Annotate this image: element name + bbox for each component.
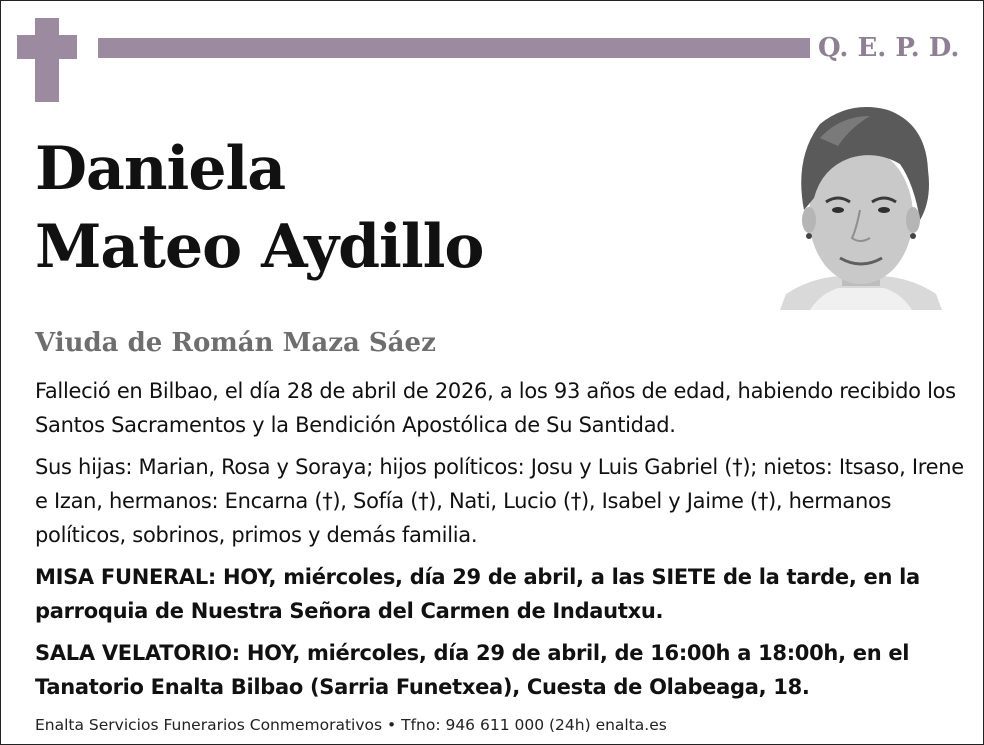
widow-subtitle: Viuda de Román Maza Sáez xyxy=(35,328,436,358)
header-rule xyxy=(98,38,810,58)
funeral-mass-paragraph: MISA FUNERAL: HOY, miércoles, día 29 de abril, a las SIETE de la tarde, en la parroquia de Nuestra Señora del Carmen de Indautxu. xyxy=(35,565,920,623)
name-line-1: Daniela xyxy=(35,134,286,204)
qepd-label: Q. E. P. D. xyxy=(818,33,960,63)
deceased-name xyxy=(35,130,483,286)
portrait-photo xyxy=(780,98,942,310)
wake-paragraph: SALA VELATORIO: HOY, miércoles, día 29 de abril, de 16:00h a 18:00h, en el Tanatorio Enalta Bilbao (Sarria Funetxea), Cuesta de Olabeaga, 18. xyxy=(35,641,910,699)
family-paragraph: Sus hijas: Marian, Rosa y Soraya; hijos políticos: Josu y Luis Gabriel (†); nietos: Itsaso, Irene e Izan, hermanos: Encarna (†), Sofía (†), Nati, Lucio (†), Isabel y Jaime (†), hermanos políticos, sobrinos, primos y demás familia. xyxy=(35,455,964,547)
cross-icon-horizontal xyxy=(17,35,77,59)
footer-credits: Enalta Servicios Funerarios Conmemorativos • Tfno: 946 611 000 (24h) enalta.es xyxy=(35,716,667,734)
obituary-body xyxy=(35,374,965,712)
death-paragraph: Falleció en Bilbao, el día 28 de abril de 2026, a los 93 años de edad, habiendo recibido los Santos Sacramentos y la Bendición Apostólica de Su Santidad. xyxy=(35,379,956,437)
cross-icon-vertical xyxy=(35,18,59,102)
name-line-2: Mateo Aydillo xyxy=(35,212,484,282)
